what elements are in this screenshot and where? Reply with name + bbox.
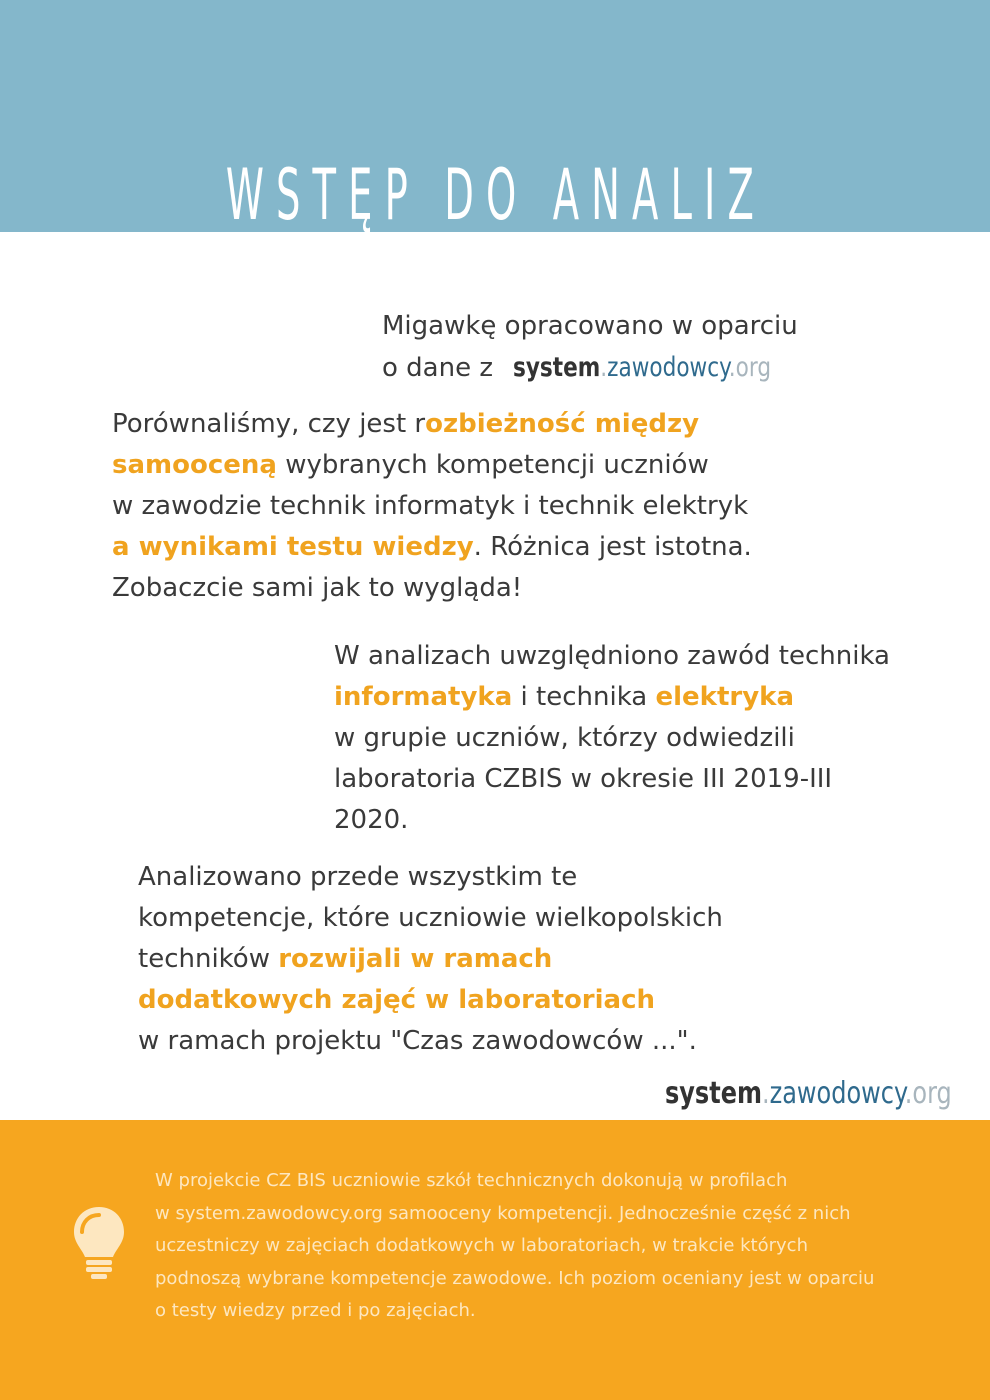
comparison-line-1: Porównaliśmy, czy jest rozbieżność między bbox=[112, 409, 700, 439]
comparison-paragraph bbox=[112, 404, 752, 609]
comparison-line-5: Zobaczcie sami jak to wygląda! bbox=[112, 573, 523, 603]
footer-line: uczestniczy w zajęciach dodatkowych w laboratoriach, w trakcie których bbox=[155, 1235, 808, 1256]
system-zawodowcy-logo: system.zawodowcy.org bbox=[513, 352, 772, 383]
comparison-line-3: w zawodzie technik informatyk i technik elektryk bbox=[112, 491, 749, 521]
page-title: WSTĘP DO ANALIZ bbox=[225, 154, 766, 236]
scope-line-5: 2020. bbox=[334, 805, 409, 835]
footer-text bbox=[155, 1165, 935, 1328]
lightbulb-icon bbox=[72, 1205, 126, 1281]
scope-paragraph bbox=[334, 636, 890, 841]
footer-line: W projekcie CZ BIS uczniowie szkół technicznych dokonują w profilach bbox=[155, 1170, 788, 1191]
scope-line-1: W analizach uwzględniono zawód technika bbox=[334, 641, 890, 671]
footer-line: o testy wiedzy przed i po zajęciach. bbox=[155, 1300, 476, 1321]
competences-line-4: dodatkowych zajęć w laboratoriach bbox=[138, 985, 656, 1015]
scope-line-4: laboratoria CZBIS w okresie III 2019-III bbox=[334, 764, 833, 794]
intro-line-1: Migawkę opracowano w oparciu bbox=[382, 311, 798, 341]
intro-text bbox=[382, 306, 836, 389]
competences-line-5: w ramach projektu "Czas zawodowców ...". bbox=[138, 1026, 697, 1056]
competences-line-2: kompetencje, które uczniowie wielkopolskich bbox=[138, 903, 723, 933]
comparison-line-2: samooceną wybranych kompetencji uczniów bbox=[112, 450, 709, 480]
intro-line-2: o dane z system.zawodowcy.org bbox=[382, 347, 836, 389]
scope-line-3: w grupie uczniów, którzy odwiedzili bbox=[334, 723, 795, 753]
footer-line: w system.zawodowcy.org samooceny kompetencji. Jednocześnie część z nich bbox=[155, 1202, 851, 1224]
system-zawodowcy-logo-bottom: system.zawodowcy.org bbox=[665, 1076, 952, 1111]
competences-line-1: Analizowano przede wszystkim te bbox=[138, 862, 578, 892]
scope-line-2: informatyka i technika elektryka bbox=[334, 682, 795, 712]
comparison-line-4: a wynikami testu wiedzy. Różnica jest istotna. bbox=[112, 532, 752, 562]
footer-line: podnoszą wybrane kompetencje zawodowe. Ich poziom oceniany jest w oparciu bbox=[155, 1267, 875, 1289]
competences-line-3: techników rozwijali w ramach bbox=[138, 944, 553, 974]
competences-paragraph bbox=[138, 857, 723, 1062]
